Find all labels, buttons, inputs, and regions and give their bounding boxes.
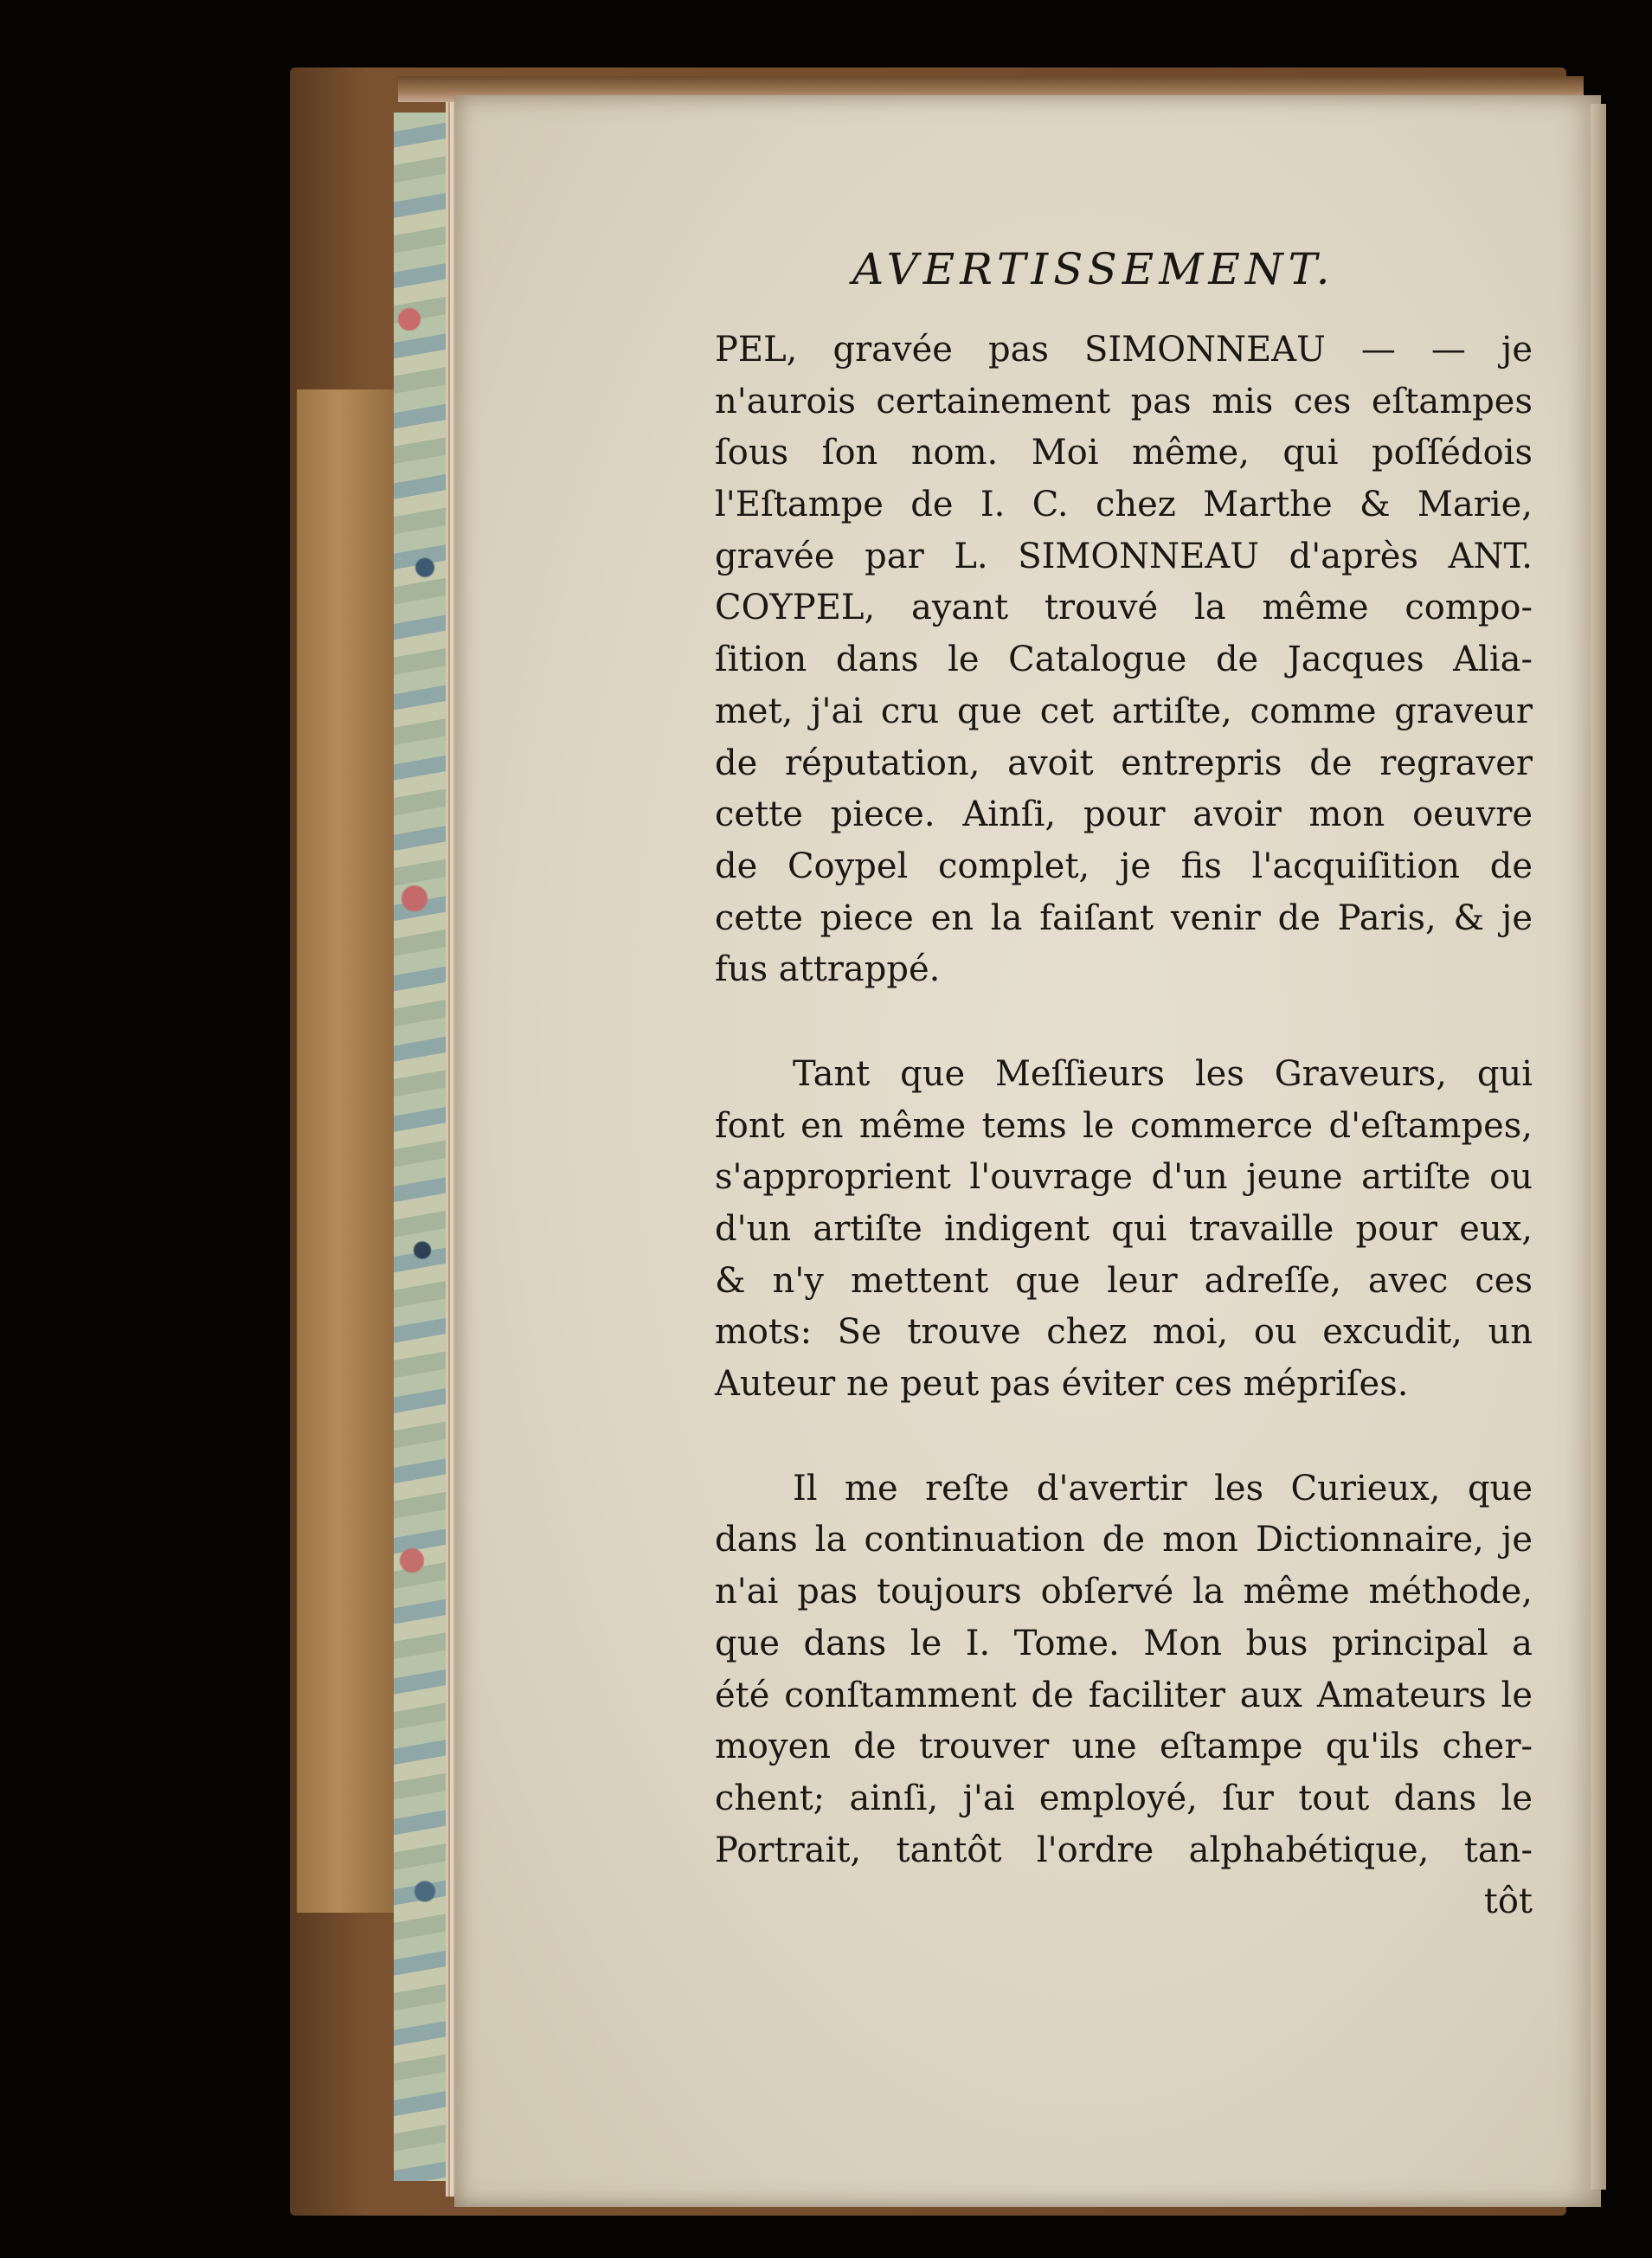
text-line: cette piece. Ainſi, pour avoir mon oeuvre (715, 794, 1533, 835)
catchword: tôt (1483, 1882, 1533, 1922)
text-line: Il me reſte d'avertir les Curieux, que (793, 1468, 1533, 1509)
text-line: mots: Se trouve chez moi, ou excudit, un (715, 1312, 1533, 1353)
text-line: n'aurois certainement pas mis ces eſtampes (715, 381, 1533, 421)
text-line: chent; ainſi, j'ai employé, ſur tout dans le (715, 1778, 1533, 1818)
text-line: dans la continuation de mon Dictionnaire, je (715, 1520, 1533, 1560)
text-line: Tant que Meſſieurs les Graveurs, qui (793, 1053, 1533, 1094)
paragraph-gap (715, 996, 1533, 1049)
text-line: moyen de trouver une eſtampe qu'ils cher- (715, 1727, 1533, 1767)
text-line: l'Eſtampe de I. C. chez Marthe & Marie, (715, 485, 1533, 525)
text-line: gravée par L. SIMONNEAU d'après ANT. (715, 536, 1533, 576)
leather-spine-strip (297, 389, 401, 1913)
text-line: ſous ſon nom. Moi même, qui poſſédois (715, 433, 1533, 473)
text-line: que dans le I. Tome. Mon bus principal a (715, 1623, 1533, 1663)
text-line: d'un artiſte indigent qui travaille pour eux, (715, 1209, 1533, 1249)
text-line: s'approprient l'ouvrage d'un jeune artiſte ou (715, 1157, 1533, 1198)
page-body (715, 325, 1533, 1928)
text-line: COYPEL, ayant trouvé la même compo- (715, 588, 1533, 628)
text-line: Portrait, tantôt l'ordre alphabétique, tan- (715, 1830, 1533, 1870)
text-line: font en même tems le commerce d'eſtampes, (715, 1105, 1533, 1146)
text-line: de Coypel complet, je fis l'acquiſition de (715, 846, 1533, 886)
paragraph-gap (715, 1411, 1533, 1464)
text-line: été conſtamment de faciliter aux Amateurs le (715, 1675, 1533, 1715)
text-line: Auteur ne peut pas éviter ces mépriſes. (715, 1364, 1409, 1405)
running-title: AVERTISSEMENT. (852, 244, 1335, 294)
text-line: fus attrappé. (715, 949, 941, 990)
marbled-endpaper (394, 113, 447, 2181)
text-line: & n'y mettent que leur adreſſe, avec ces (715, 1260, 1533, 1301)
text-line: ſition dans le Catalogue de Jacques Alia- (715, 640, 1533, 680)
text-line: n'ai pas toujours obſervé la même méthode, (715, 1572, 1533, 1612)
page-fore-edge (1591, 104, 1606, 2190)
text-line: met, j'ai cru que cet artiſte, comme graveur (715, 691, 1533, 731)
text-line: de réputation, avoit entrepris de regraver (715, 743, 1533, 783)
text-line: PEL, gravée pas SIMONNEAU — — je (715, 330, 1533, 370)
text-line: cette piece en la faiſant venir de Paris, & je (715, 897, 1533, 938)
